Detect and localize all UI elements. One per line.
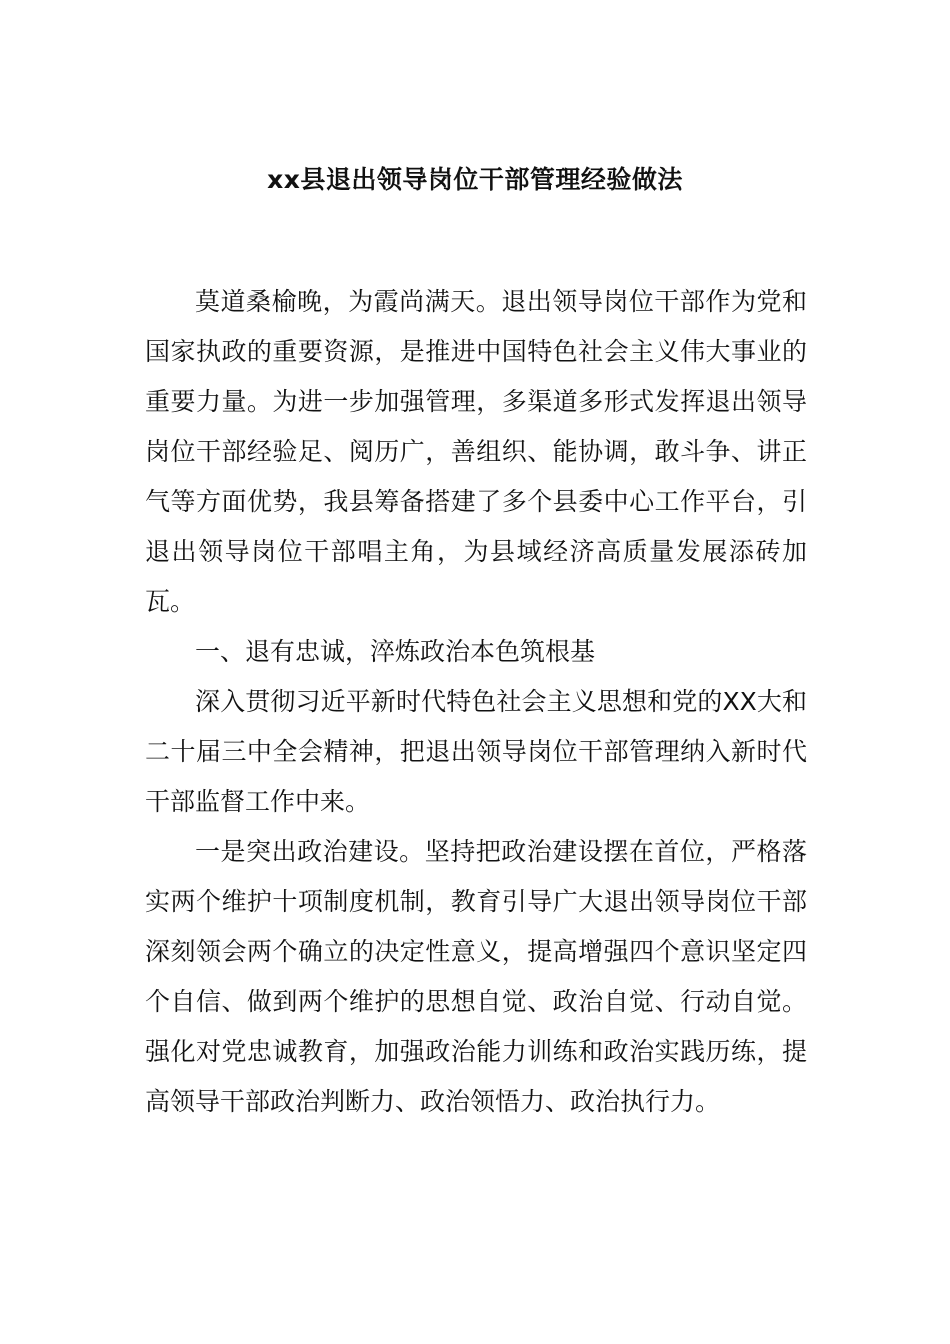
paragraph-intro: 莫道桑榆晚，为霞尚满天。退出领导岗位干部作为党和国家执政的重要资源，是推进中国特色社会主义伟大事业的重要力量。为进一步加强管理，多渠道多形式发挥退出领导岗位干部经验足、阅历广，善组织、能协调，敢斗争、讲正气等方面优势，我县筹备搭建了多个县委中心工作平台，引退出领导岗位干部唱主角，为县域经济高质量发展添砖加瓦。: [145, 287, 807, 616]
document-body: [145, 277, 807, 1127]
document-title: xx县退出领导岗位干部管理经验做法: [267, 165, 683, 194]
paragraph-political-building: 一是突出政治建设。坚持把政治建设摆在首位，严格落实两个维护十项制度机制，教育引导广大退出领导岗位干部深刻领会两个确立的决定性意义，提高增强四个意识坚定四个自信、做到两个维护的思想自觉、政治自觉、行动自觉。强化对党忠诚教育，加强政治能力训练和政治实践历练，提高领导干部政治判断力、政治领悟力、政治执行力。: [145, 837, 807, 1116]
section-heading-1: 一、退有忠诚，淬炼政治本色筑根基: [195, 637, 596, 666]
paragraph-section-1-intro: 深入贯彻习近平新时代特色社会主义思想和党的XX大和二十届三中全会精神，把退出领导岗位干部管理纳入新时代干部监督工作中来。: [145, 687, 807, 816]
